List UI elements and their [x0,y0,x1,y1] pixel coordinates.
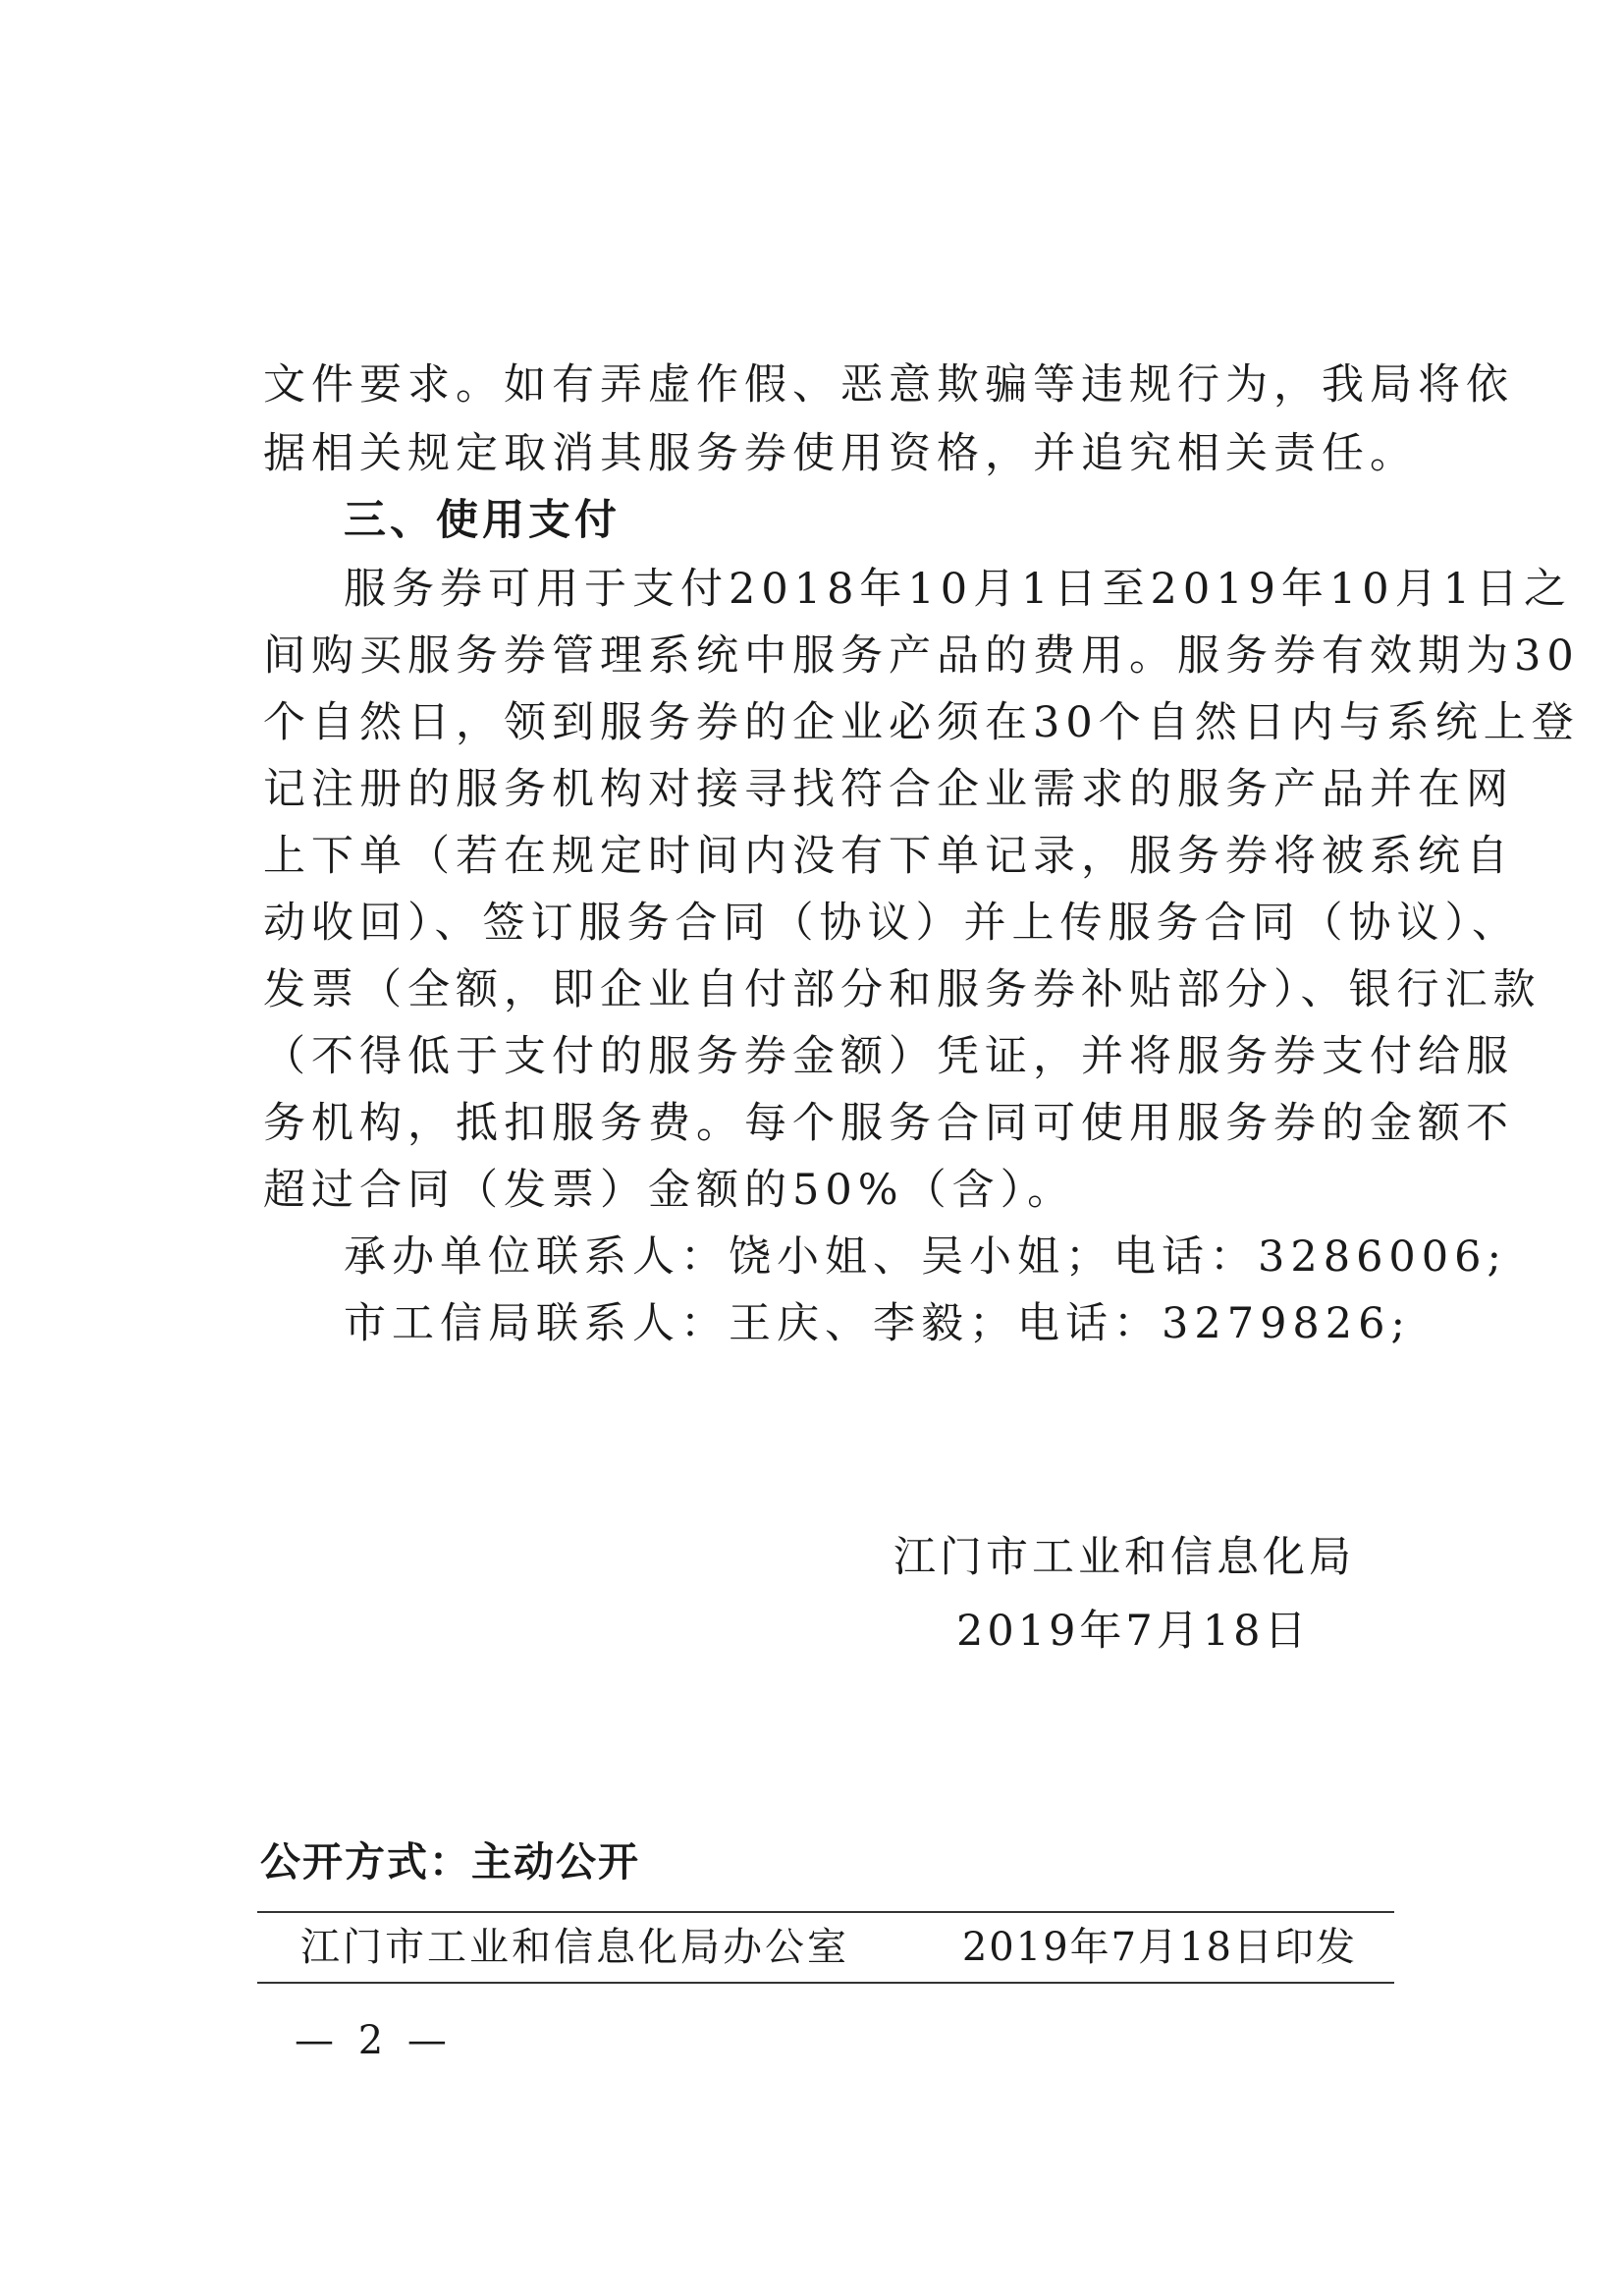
section-line-10: 超过合同（发票）金额的50%（含）。 [263,1166,1076,1215]
contact-line-1: 承办单位联系人：饶小姐、吴小姐；电话：3286006; [344,1232,1507,1282]
section-line-2: 间购买服务券管理系统中服务产品的费用。服务券有效期为30 [263,631,1580,681]
section-line-3: 个自然日，领到服务券的企业必须在30个自然日内与系统上登 [263,698,1580,747]
footer-top-rule [257,1911,1394,1913]
section-line-6: 动收回）、签订服务合同（协议）并上传服务合同（协议）、 [263,899,1520,948]
section-line-9: 务机构，抵扣服务费。每个服务合同可使用服务券的金额不 [263,1099,1514,1148]
disclosure-method: 公开方式：主动公开 [260,1838,640,1886]
section-line-1: 服务券可用于支付2018年10月1日至2019年10月1日之 [344,565,1573,614]
page-number: — 2 — [295,2018,453,2063]
section-line-5: 上下单（若在规定时间内没有下单记录，服务券将被系统自 [263,832,1514,881]
section-heading: 三、使用支付 [344,496,621,545]
footer-issue-date: 2019年7月18日印发 [961,1925,1357,1970]
body-line-1: 文件要求。如有弄虚作假、恶意欺骗等违规行为，我局将依 [263,360,1514,410]
section-line-7: 发票（全额，即企业自付部分和服务券补贴部分）、银行汇款 [263,965,1542,1014]
footer-issuer: 江门市工业和信息化局办公室 [300,1925,849,1970]
section-line-8: （不得低于支付的服务券金额）凭证，并将服务券支付给服 [263,1032,1514,1081]
footer-bottom-rule [257,1982,1394,1984]
section-line-4: 记注册的服务机构对接寻找符合企业需求的服务产品并在网 [263,765,1514,814]
contact-line-2: 市工信局联系人：王庆、李毅；电话：3279826; [344,1299,1411,1348]
footer-issue-row [257,1918,1394,1977]
signature-date: 2019年7月18日 [956,1607,1311,1656]
signature-organization: 江门市工业和信息化局 [893,1533,1355,1582]
body-line-2: 据相关规定取消其服务券使用资格，并追究相关责任。 [263,429,1418,478]
